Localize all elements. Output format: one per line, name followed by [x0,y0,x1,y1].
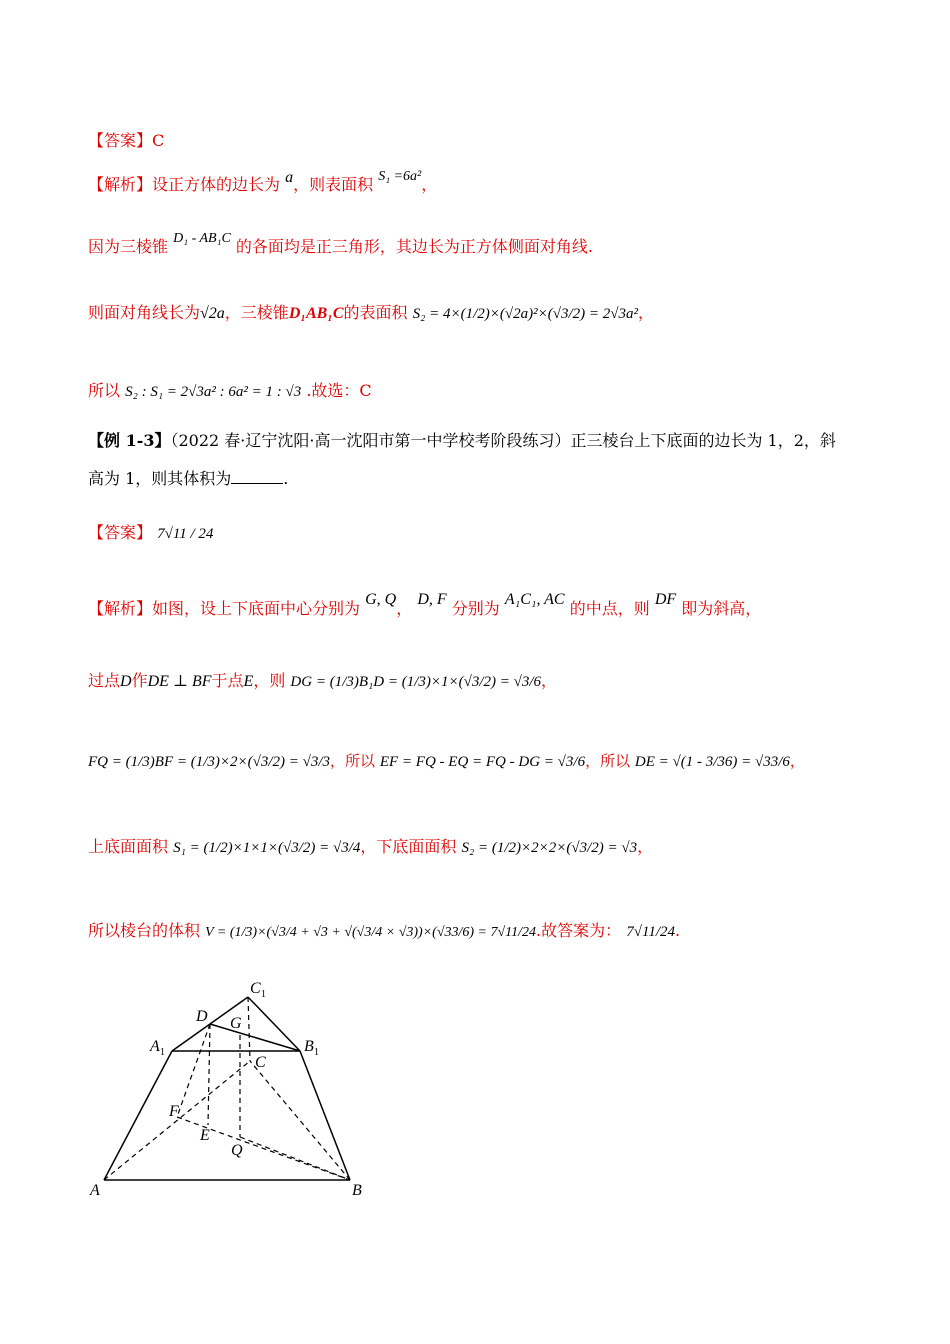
text: 的各面均是正三角形，其边长为正方体侧面对角线. [235,237,593,256]
frustum-figure [80,975,380,1205]
text: 则面对角线长为 [88,303,201,322]
text: 上底面面积 [88,837,169,856]
math-formula: S₂ : S₁ = 2√3a² : 6a² = 1 : √3 [125,384,302,400]
math-var: D₁ - AB₁C [173,231,231,246]
label-F: F [169,1103,179,1120]
answer-tag: 【答案】 [88,131,153,150]
analysis2-line-1 [88,591,762,619]
text: ， [637,837,654,856]
text: 设正方体的边长为 [152,175,281,194]
example-line-2 [88,466,288,489]
example-label: 【例 1-3】 [88,431,171,450]
example-line-1 [88,428,836,451]
edge-BB1 [300,1051,350,1180]
math-var: D₁AB₁C [288,305,344,322]
example-text: 高为 1，则其体积为 [88,469,232,488]
answer-line-2 [88,520,213,543]
text: ， [637,303,654,322]
edge-DE [208,1024,210,1125]
text: 即为斜高， [681,599,762,618]
text: .故答案为： [536,921,622,940]
analysis-tag: 【解析】 [88,175,153,194]
edge-AA1 [104,1051,172,1180]
math-var: D [120,673,132,690]
text: ，则 [253,671,286,690]
math-formula: 7√11/24 [626,924,676,940]
analysis1-line-2 [88,231,593,257]
analysis2-line-3 [88,750,805,771]
label-A1: A [150,1038,160,1055]
math-formula: EF = FQ - EQ = FQ - DG = √3/6 [379,754,586,770]
analysis-tag: 【解析】 [88,599,153,618]
math-var: a [285,169,294,186]
label-Q: Q [231,1142,243,1159]
text: ， [789,752,805,770]
text: ，下底面面积 [360,837,457,856]
math-var: DE ⊥ BF [147,673,212,690]
label-sub: 1 [261,989,266,1000]
text: 过点 [88,671,121,690]
analysis2-line-4 [88,834,653,857]
label-A: A [90,1182,100,1199]
edge-QB [240,1137,350,1180]
label-sub: 1 [160,1047,165,1058]
text: 的表面积 [343,303,408,322]
math-formula: S₁ = (1/2)×1×1×(√3/2) = √3/4 [173,840,361,856]
label-B1: B [304,1038,314,1055]
math-var: D, F [417,591,447,608]
math-var: A₁C₁, AC [504,591,565,608]
label-B: B [352,1182,362,1199]
text: 因为三棱锥 [88,237,169,256]
math-value: √2a [200,305,225,322]
text: .故选：C [306,381,372,400]
answer-tag: 【答案】 [88,523,153,542]
answer-line-1 [88,128,164,151]
text: 于点 [211,671,244,690]
analysis1-line-3 [88,300,654,323]
text: ， [396,599,413,618]
math-formula: S₂ = 4×(1/2)×(√2a)²×(√3/2) = 2√3a² [412,306,638,322]
analysis1-line-1 [88,169,438,195]
analysis2-line-2 [88,668,557,691]
math-formula: DG = (1/3)B₁D = (1/3)×1×(√3/2) = √3/6 [290,674,542,690]
text: 所以棱台的体积 [88,921,201,940]
math-formula: V = (1/3)×(√3/4 + √3 + √(√3/4 × √3))×(√33/6) = 7√11/24 [205,925,537,940]
text: ，所以 [330,752,376,770]
answer-value: 7√11 / 24 [157,526,214,542]
math-var: E [243,673,254,690]
math-formula: FQ = (1/3)BF = (1/3)×2×(√3/2) = √3/3 [88,754,331,770]
edge-BC [250,1061,350,1180]
text: 所以 [88,381,121,400]
text: ， [541,671,558,690]
math-formula: S₂ = (1/2)×2×2×(√3/2) = √3 [461,840,638,856]
label-C1: C [250,980,261,997]
label-C: C [255,1054,266,1071]
edge-AC [104,1061,250,1180]
text: 分别为 [451,599,500,618]
label-E: E [200,1127,210,1144]
text: ， [421,175,438,194]
analysis1-line-4 [88,378,372,401]
analysis2-line-5 [88,918,680,941]
text: ，则表面积 [293,175,374,194]
label-sub: 1 [314,1047,319,1058]
text: 作 [131,671,148,690]
answer-value: C [152,131,165,150]
text: 如图，设上下底面中心分别为 [152,599,361,618]
text: ，三棱锥 [224,303,289,322]
math-var: G, Q [365,591,397,608]
label-G: G [230,1015,242,1032]
math-formula: S₁ =6a² [378,169,422,184]
edge-DF [177,1024,210,1117]
text: . [675,921,681,940]
text: . [283,469,289,488]
math-var: DF [654,591,677,608]
answer-blank [231,469,283,484]
text: 的中点，则 [569,599,650,618]
text: ，所以 [585,752,631,770]
math-formula: DE = √(1 - 3/36) = √33/6 [634,754,790,770]
label-D: D [196,1008,208,1025]
example-text: （2022 春·辽宁沈阳·高一沈阳市第一中学校考阶段练习）正三棱台上下底面的边长为 1，2，斜 [170,431,836,450]
